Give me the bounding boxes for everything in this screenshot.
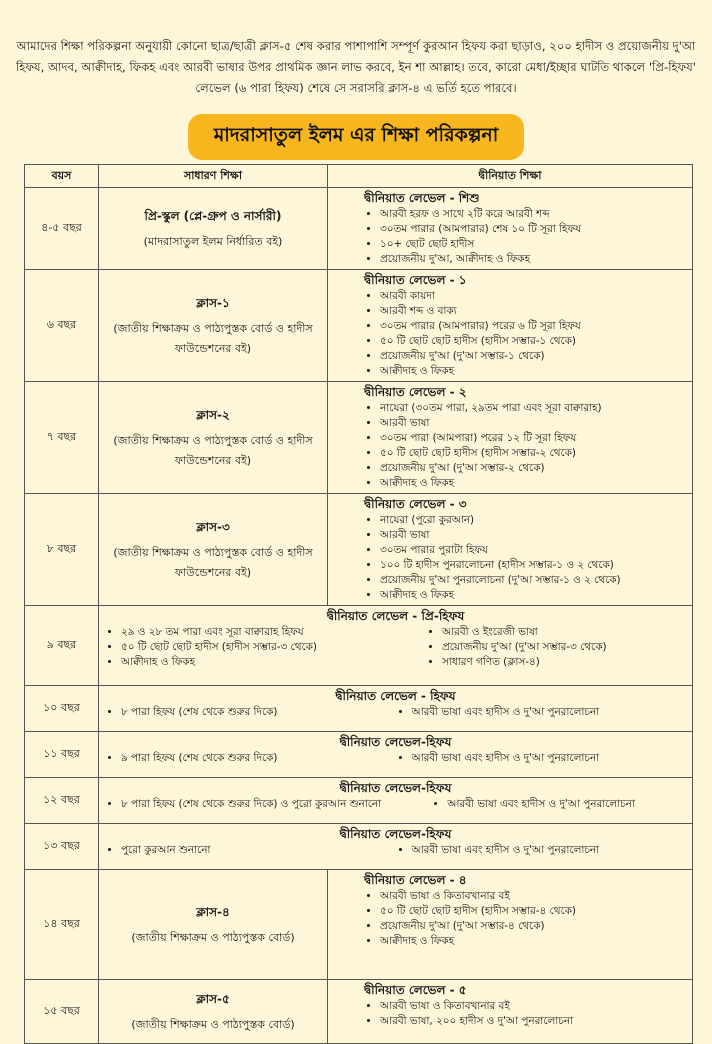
list-item: • ৫০ টি ছোট ছোট হাদীস (হাদীস সম্ভার-২ থেকে) (380, 446, 688, 461)
level-title: দ্বীনিয়াত লেভেল - প্রি-হিফয (326, 609, 465, 623)
list-item: • আরবী ভাষা এবং হাদীস ও দু'আ পুনরালোচনা (412, 843, 687, 858)
list-item: • আক্বীদাহ ও ফিকহ (380, 934, 688, 949)
list-item: • নাযেরা (পুরো কুরআন) (380, 513, 688, 528)
level-list-right (426, 625, 686, 670)
table-header-row (25, 165, 693, 188)
list-item: • প্রয়োজনীয় দু'আ (দু'আ সম্ভার-২ থেকে) (380, 461, 688, 476)
level-title: দ্বীনিয়াত লেভেল - ৪ (364, 873, 467, 887)
list-item: • আক্বীদাহ ও ফিকহ (380, 364, 688, 379)
list-item: • আরবী ভাষা এবং হাদীস ও দু'আ পুনরালোচনা (447, 797, 686, 812)
level-title: দ্বীনিয়াত লেভেল-হিফয (339, 827, 452, 841)
intro-paragraph: আমাদের শিক্ষা পরিকল্পনা অনুযায়ী কোনো ছাত্র/ছাত্রী ক্লাস-৫ শেষ করার পাশাপাশি সম্পূর্ণ কুরআন হিফয করা ছাড়াও, ২০০ হাদীস ও প্রয়োজনীয় দু'আ হিফয, আদব, আক্বীদাহ, ফিকহ এবং আরবী ভাষার উপর প্রাথমিক জ্ঞান লাভ করবে, ইন শা আল্লাহ। তবে, কারো মেধা/ইচ্ছার ঘাটতি থাকলে 'প্রি-হিফয' লেভেল (৬ পারা হিফয) শেষে সে সরাসরি ক্লাস-৪ এ ভর্তি হতে পারবে। (16, 39, 696, 95)
general-title: ক্লাস-৩ (196, 519, 230, 534)
level-list (364, 513, 688, 603)
table-row (25, 270, 693, 382)
general-cell (99, 270, 328, 382)
general-sub: (মাদরাসাতুল ইলম নির্ধারিত বই) (143, 234, 283, 248)
list-item: • ১০০ টি হাদীস পুনরালোচনা (হাদীস সম্ভার-১ ও ২ থেকে) (380, 558, 688, 573)
religious-cell (328, 270, 693, 382)
table-row (25, 382, 693, 494)
religious-cell (328, 980, 693, 1044)
age-cell: ৪-৫ বছর (25, 188, 99, 270)
list-item: • ৩০তম পারার (আমপারার) পরের ৬ টি সূরা হিফয (380, 319, 688, 334)
list-item: • ৫০ টি ছোট ছোট হাদীস (হাদীস সম্ভার-৪ থেকে) (380, 904, 688, 919)
list-item: • আরবী ভাষা (380, 528, 688, 543)
level-list (364, 289, 688, 379)
list-item: • ২৯ ও ২৮ তম পারা এবং সূরা বাক্বারাহ হিফয (121, 625, 426, 640)
age-cell: ১০ বছর (25, 686, 99, 732)
religious-wide-cell (99, 824, 693, 870)
general-cell (99, 980, 328, 1044)
level-title: দ্বীনিয়াত লেভেল-হিফয (339, 735, 452, 749)
table-row (25, 980, 693, 1044)
level-list-right (396, 843, 687, 858)
list-item: • ৩০তম পারা (আমপারা) পরের ১২ টি সূরা হিফয (380, 431, 688, 446)
general-title: ক্লাস-১ (196, 295, 230, 310)
list-item: • আরবী ভাষা, ২০০ হাদীস ও দু'আ পুনরালোচনা (380, 1014, 688, 1029)
list-item: • আরবী ভাষা (380, 416, 688, 431)
list-item: • প্রয়োজনীয় দু'আ (দু'আ সম্ভার-৩ থেকে) (442, 640, 686, 655)
list-item: • আরবী কায়দা (380, 289, 688, 304)
age-cell: ৮ বছর (25, 494, 99, 606)
age-cell: ১২ বছর (25, 778, 99, 824)
religious-cell (328, 188, 693, 270)
age-cell: ১৫ বছর (25, 980, 99, 1044)
level-list (364, 207, 688, 267)
religious-wide-cell (99, 732, 693, 778)
level-list (364, 889, 688, 949)
list-item: • ৫০ টি ছোট ছোট হাদীস (হাদীস সম্ভার-৩ থেকে) (121, 640, 426, 655)
general-cell (99, 382, 328, 494)
list-item: • আক্বীদাহ ও ফিকহ (380, 476, 688, 491)
list-item: • প্রয়োজনীয় দু'আ, আক্বীদাহ ও ফিকহ (380, 252, 688, 267)
general-cell (99, 870, 328, 980)
level-list-left (105, 797, 431, 812)
religious-wide-cell (99, 686, 693, 732)
general-title: ক্লাস-৫ (196, 991, 230, 1006)
general-sub: (জাতীয় শিক্ষাক্রম ও পাঠ্যপুস্তক বোর্ড) (131, 1017, 295, 1031)
header-age: বয়স (25, 165, 99, 188)
page-title: মাদরাসাতুল ইলম এর শিক্ষা পরিকল্পনা (188, 114, 525, 160)
list-item: • প্রয়োজনীয় দু'আ (দু'আ সম্ভার-৪ থেকে) (380, 919, 688, 934)
list-item: • ৫০ টি ছোট ছোট হাদীস (হাদীস সম্ভার-১ থেকে) (380, 334, 688, 349)
general-title: প্রি-স্কুল (প্লে-গ্রুপ ও নার্সারী) (144, 208, 282, 223)
table-row (25, 778, 693, 824)
religious-wide-cell (99, 778, 693, 824)
general-title: ক্লাস-৪ (196, 904, 230, 919)
level-title: দ্বীনিয়াত লেভেল - ৩ (364, 497, 467, 511)
list-item: • ৩০তম পারার পুরাটা হিফয (380, 543, 688, 558)
religious-cell (328, 870, 693, 980)
list-item: • প্রয়োজনীয় দু'আ পুনরালোচনা (দু'আ সম্ভার-১ ও ২ থেকে) (380, 573, 688, 588)
level-title: দ্বীনিয়াত লেভেল - ১ (364, 273, 467, 287)
table-row (25, 686, 693, 732)
header-general: সাধারণ শিক্ষা (99, 165, 328, 188)
level-title: দ্বীনিয়াত লেভেল - ৫ (364, 983, 467, 997)
general-sub: (জাতীয় শিক্ষাক্রম ও পাঠ্যপুস্তক বোর্ড) (131, 930, 295, 944)
level-list-left (105, 625, 426, 670)
level-list-left (105, 705, 396, 720)
level-list-right (396, 705, 687, 720)
level-title: দ্বীনিয়াত লেভেল - ২ (364, 385, 467, 399)
level-list-right (396, 751, 687, 766)
level-list (364, 999, 688, 1029)
list-item: • প্রয়োজনীয় দু'আ (দু'আ সম্ভার-১ থেকে) (380, 349, 688, 364)
level-title: দ্বীনিয়াত লেভেল - হিফয (335, 689, 456, 703)
list-item: • ১০+ ছোট ছোট হাদীস (380, 237, 688, 252)
religious-cell (328, 494, 693, 606)
level-title: দ্বীনিয়াত লেভেল-হিফয (339, 781, 452, 795)
table-row (25, 494, 693, 606)
age-cell: ১৩ বছর (25, 824, 99, 870)
age-cell: ৭ বছর (25, 382, 99, 494)
general-cell (99, 188, 328, 270)
table-row (25, 824, 693, 870)
list-item: • ৮ পারা হিফয (শেষ থেকে শুরুর দিকে) ও পুরো কুরআন শুনানো (121, 797, 431, 812)
list-item: • আরবী শব্দ ও বাক্য (380, 304, 688, 319)
general-cell (99, 494, 328, 606)
level-list-right (431, 797, 686, 812)
list-item: • আক্বীদাহ ও ফিকহ (121, 655, 426, 670)
table-row (25, 870, 693, 980)
general-sub: (জাতীয় শিক্ষাক্রম ও পাঠ্যপুস্তক বোর্ড ও হাদীস ফাউন্ডেশনের বই) (113, 321, 313, 355)
level-list-left (105, 751, 396, 766)
general-sub: (জাতীয় শিক্ষাক্রম ও পাঠ্যপুস্তক বোর্ড ও হাদীস ফাউন্ডেশনের বই) (113, 545, 313, 579)
table-row (25, 188, 693, 270)
list-item: • ৯ পারা হিফয (শেষ থেকে শুরুর দিকে) (121, 751, 396, 766)
list-item: • আরবী ভাষা এবং হাদীস ও দু'আ পুনরালোচনা (412, 751, 687, 766)
list-item: • সাধারণ গণিত (ক্লাস-৪) (442, 655, 686, 670)
religious-cell (328, 382, 693, 494)
list-item: • ৮ পারা হিফয (শেষ থেকে শুরুর দিকে) (121, 705, 396, 720)
level-list-left (105, 843, 396, 858)
age-cell: ৯ বছর (25, 606, 99, 686)
list-item: • আরবী ভাষা ও কিতাবখানার বই (380, 889, 688, 904)
age-cell: ১৪ বছর (25, 870, 99, 980)
curriculum-table (24, 164, 693, 1044)
header-religious: দ্বীনিয়াত শিক্ষা (328, 165, 693, 188)
list-item: • আক্বীদাহ ও ফিকহ (380, 588, 688, 603)
list-item: • ৩০তম পারার (আমপারার) শেষ ১০ টি সূরা হিফয (380, 222, 688, 237)
list-item: • আরবী ভাষা ও কিতাবখানার বই (380, 999, 688, 1014)
list-item: • আরবী হরফ ও সাথে ২টি করে আরবী শব্দ (380, 207, 688, 222)
level-title: দ্বীনিয়াত লেভেল - শিশু (364, 191, 480, 205)
table-row (25, 732, 693, 778)
age-cell: ১১ বছর (25, 732, 99, 778)
level-list (364, 401, 688, 491)
religious-wide-cell (99, 606, 693, 686)
list-item: • আরবী ও ইংরেজী ভাষা (442, 625, 686, 640)
list-item: • নাযেরা (৩০তম পারা, ২৯তম পারা এবং সূরা বাক্বারাহ) (380, 401, 688, 416)
title-banner (0, 114, 712, 160)
general-sub: (জাতীয় শিক্ষাক্রম ও পাঠ্যপুস্তক বোর্ড ও হাদীস ফাউন্ডেশনের বই) (113, 433, 313, 467)
age-cell: ৬ বছর (25, 270, 99, 382)
list-item: • পুরো কুরআন শুনানো (121, 843, 396, 858)
general-title: ক্লাস-২ (196, 407, 230, 422)
table-row (25, 606, 693, 686)
list-item: • আরবী ভাষা এবং হাদীস ও দু'আ পুনরালোচনা (412, 705, 687, 720)
